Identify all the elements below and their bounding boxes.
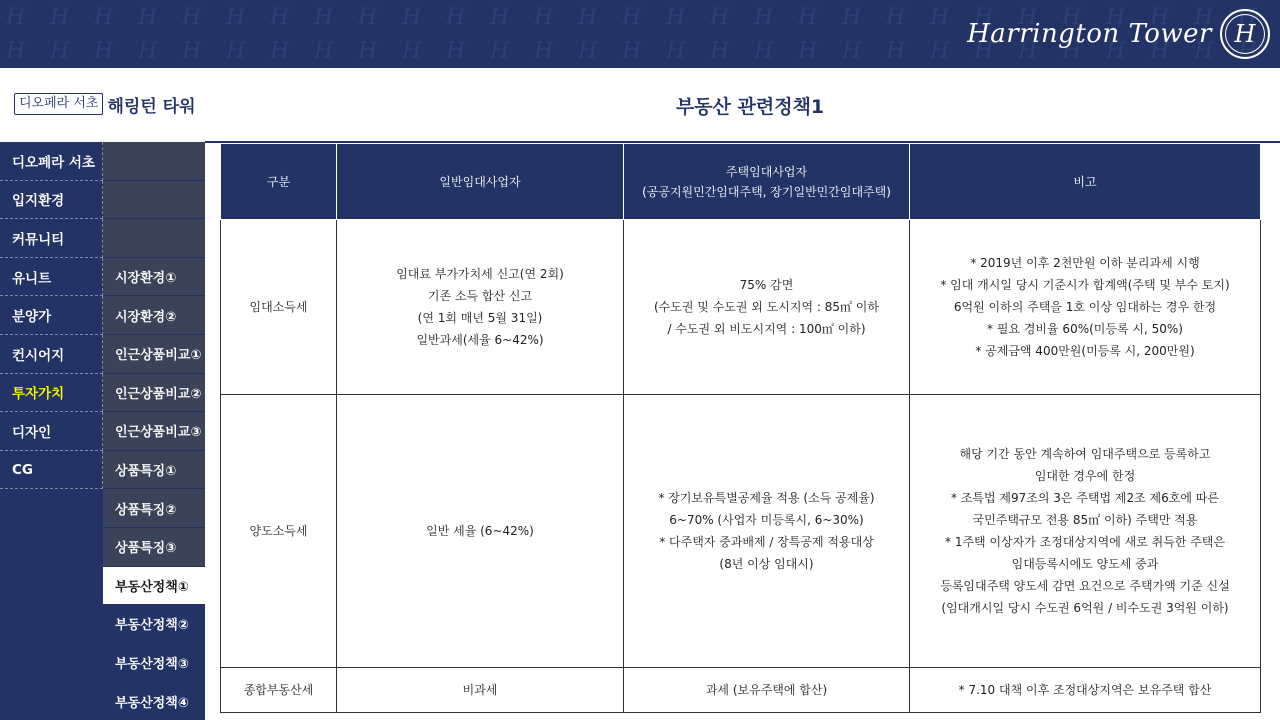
logo-text: Harrington Tower bbox=[967, 19, 1212, 49]
header-line: 주택임대사업자 bbox=[725, 164, 808, 179]
table-row bbox=[221, 220, 1261, 395]
cell-line: 임대등록시에도 양도세 중과 bbox=[1011, 557, 1159, 571]
cell-line: 비과세 bbox=[462, 683, 498, 697]
cell-line: * 다주택자 중과배제 / 장특공제 적용대상 bbox=[659, 535, 874, 549]
cell-line: 등록임대주택 양도세 감면 요건으로 주택가액 기준 신설 bbox=[940, 579, 1230, 593]
cell-line: 양도소득세 bbox=[249, 524, 308, 538]
cell-line: 임대료 부가가치세 신고(연 2회) bbox=[396, 267, 564, 281]
cell-line: * 조특법 제97조의 3은 주택법 제2조 제6호에 따른 bbox=[951, 491, 1219, 505]
header-line: (공공지원민간임대주택, 장기일반민간임대주택) bbox=[642, 184, 891, 199]
cell-line: 종합부동산세 bbox=[243, 683, 314, 697]
nav-item-investment-value[interactable]: 투자가치 bbox=[0, 374, 103, 413]
cell-line: 임대한 경우에 한정 bbox=[1034, 469, 1136, 483]
header-remarks bbox=[910, 144, 1261, 220]
sub-nav-empty bbox=[103, 181, 205, 220]
brand[interactable] bbox=[14, 92, 196, 116]
sub-nav-nearby-compare-3[interactable]: 인근상품비교③ bbox=[103, 412, 205, 451]
row-label bbox=[221, 395, 337, 668]
nav-item-diopera-seocho[interactable]: 디오페라 서초 bbox=[0, 142, 103, 181]
sub-nav-nearby-compare-2[interactable]: 인근상품비교② bbox=[103, 374, 205, 413]
nav-item-design[interactable]: 디자인 bbox=[0, 412, 103, 451]
nav-item-cg[interactable]: CG bbox=[0, 451, 103, 490]
cell-line: (임대개시일 당시 수도권 6억원 / 비수도권 3억원 이하) bbox=[941, 601, 1229, 615]
cell-line: * 장기보유특별공제율 적용 (소득 공제율) bbox=[658, 491, 875, 505]
brand-name: 해링턴 타워 bbox=[107, 96, 196, 117]
header-banner bbox=[0, 0, 1280, 68]
brand-tag: 디오페라 서초 bbox=[14, 93, 103, 115]
sub-nav-policy-4[interactable]: 부동산정책④ bbox=[103, 682, 205, 720]
main-nav bbox=[0, 142, 103, 489]
table-cell bbox=[337, 668, 624, 713]
cell-line: 일반 세율 (6~42%) bbox=[426, 524, 534, 538]
table-cell bbox=[337, 395, 624, 668]
cell-line: * 1주택 이상자가 조정대상지역에 새로 취득한 주택은 bbox=[945, 535, 1225, 549]
table-cell bbox=[910, 395, 1261, 668]
sub-nav-feature-3[interactable]: 상품특징③ bbox=[103, 528, 205, 567]
header-line: 일반임대사업자 bbox=[439, 174, 521, 189]
cell-line: * 공제금액 400만원(미등록 시, 200만원) bbox=[975, 344, 1195, 358]
nav-item-location[interactable]: 입지환경 bbox=[0, 181, 103, 220]
nav-item-unit[interactable]: 유니트 bbox=[0, 258, 103, 297]
table-cell bbox=[624, 395, 910, 668]
sub-nav-empty bbox=[103, 142, 205, 181]
page-title: 부동산 관련정책1 bbox=[675, 96, 825, 118]
cell-line: * 2019년 이후 2천만원 이하 분리과세 시행 bbox=[970, 256, 1200, 270]
sub-nav-market-2[interactable]: 시장환경② bbox=[103, 296, 205, 335]
header-housing-lessor bbox=[624, 144, 910, 220]
cell-line: 기존 소득 합산 신고 bbox=[427, 289, 533, 303]
nav-item-community[interactable]: 커뮤니티 bbox=[0, 219, 103, 258]
row-label bbox=[221, 220, 337, 395]
row-label bbox=[221, 668, 337, 713]
table-cell bbox=[910, 220, 1261, 395]
table-cell bbox=[624, 668, 910, 713]
cell-line: * 7.10 대책 이후 조정대상지역은 보유주택 합산 bbox=[958, 683, 1212, 697]
harrington-tower-logo[interactable] bbox=[967, 8, 1270, 60]
cell-line: 일반과세(세율 6~42%) bbox=[416, 333, 544, 347]
table-row bbox=[221, 395, 1261, 668]
sub-nav-feature-1[interactable]: 상품특징① bbox=[103, 451, 205, 490]
header-category bbox=[221, 144, 337, 220]
cell-line: 75% 감면 bbox=[739, 278, 794, 292]
sub-nav-policy-2[interactable]: 부동산정책② bbox=[103, 605, 205, 644]
sub-nav-market-1[interactable]: 시장환경① bbox=[103, 258, 205, 297]
sidebar bbox=[0, 142, 205, 720]
cell-line: 임대소득세 bbox=[249, 300, 308, 314]
cell-line: * 필요 경비율 60%(미등록 시, 50%) bbox=[987, 322, 1183, 336]
sub-nav-feature-2[interactable]: 상품특징② bbox=[103, 489, 205, 528]
cell-line: * 임대 개시일 당시 기준시가 합계액(주택 및 부수 토지) bbox=[940, 278, 1230, 292]
policy-table bbox=[220, 143, 1261, 713]
sub-nav bbox=[103, 142, 205, 720]
table-row bbox=[221, 668, 1261, 713]
table-header-row bbox=[221, 144, 1261, 220]
cell-line: 해당 기간 동안 계속하여 임대주택으로 등록하고 bbox=[959, 447, 1211, 461]
cell-line: 국민주택규모 전용 85㎡ 이하) 주택만 적용 bbox=[972, 513, 1198, 527]
cell-line: (수도권 및 수도권 외 도시지역 : 85㎡ 이하 bbox=[654, 300, 879, 314]
cell-line: 6억원 이하의 주택을 1호 이상 임대하는 경우 한정 bbox=[953, 300, 1217, 314]
sub-nav-nearby-compare-1[interactable]: 인근상품비교① bbox=[103, 335, 205, 374]
header-line: 비고 bbox=[1073, 174, 1097, 189]
table-cell bbox=[624, 220, 910, 395]
cell-line: 과세 (보유주택에 합산) bbox=[705, 683, 828, 697]
table-cell bbox=[910, 668, 1261, 713]
cell-line: (8년 이상 임대시) bbox=[719, 557, 814, 571]
logo-emblem-icon: H bbox=[1220, 9, 1270, 59]
cell-line: / 수도권 외 비도시지역 : 100㎡ 이하) bbox=[667, 322, 866, 336]
header-general-lessor bbox=[337, 144, 624, 220]
nav-item-price[interactable]: 분양가 bbox=[0, 296, 103, 335]
nav-item-concierge[interactable]: 컨시어지 bbox=[0, 335, 103, 374]
sub-nav-policy-3[interactable]: 부동산정책③ bbox=[103, 644, 205, 683]
cell-line: 6~70% (사업자 미등록시, 6~30%) bbox=[669, 513, 864, 527]
header-line: 구분 bbox=[266, 174, 291, 189]
sub-nav-empty bbox=[103, 219, 205, 258]
cell-line: (연 1회 매년 5월 31일) bbox=[417, 311, 543, 325]
table-cell bbox=[337, 220, 624, 395]
sub-nav-policy-1[interactable]: 부동산정책① bbox=[103, 567, 205, 606]
